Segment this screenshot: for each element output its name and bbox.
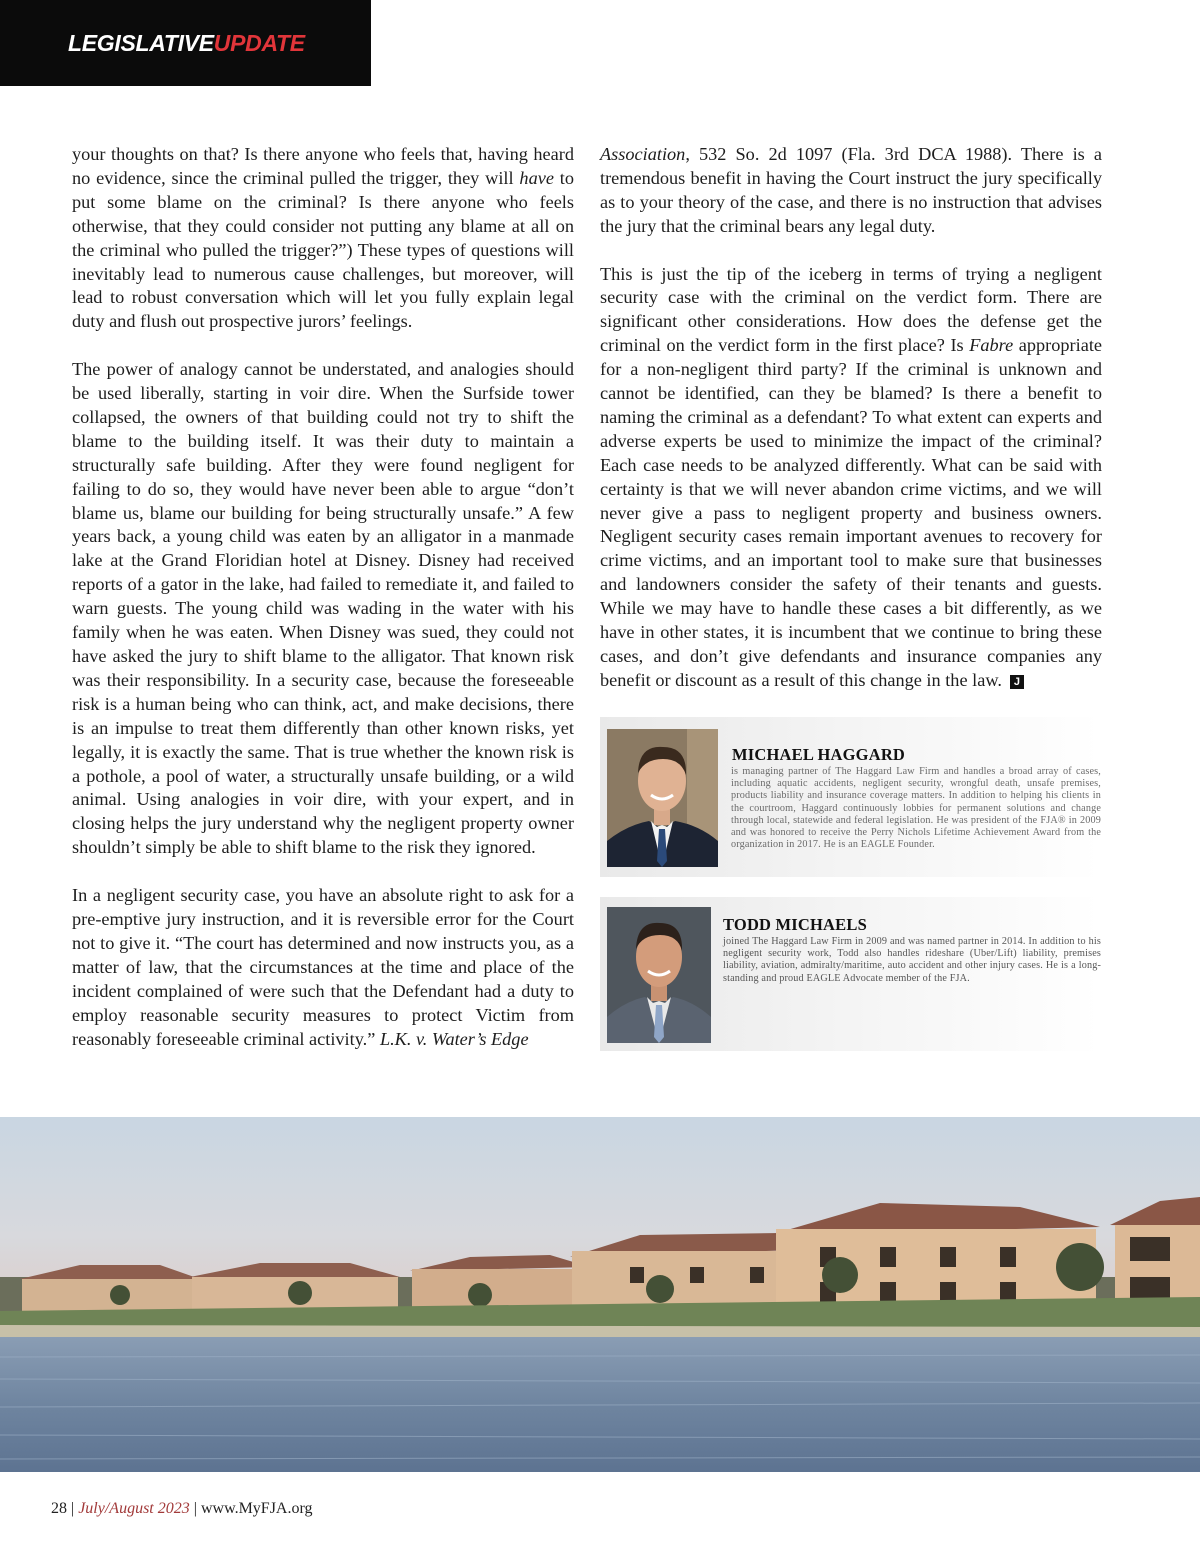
author-name: MICHAEL HAGGARD (732, 745, 906, 764)
lakeside-buildings-photo (0, 1117, 1200, 1472)
article-paragraph (600, 263, 1102, 693)
case-citation: L.K. v. Water’s Edge (379, 1028, 529, 1049)
emphasis-text: Fabre (969, 335, 1014, 356)
author-bio-box (600, 717, 1100, 877)
website-link[interactable]: www.MyFJA.org (200, 1500, 313, 1517)
article-paragraph (72, 884, 574, 1051)
article-left-column (72, 143, 574, 1051)
text-run: In a negligent security case, you have an absolute right to ask for a pre-emptive jury instruction, and it is reversible error for the Court not to give it. “The court has determined and now instructs you, as a matter of law, that the circumstances at the time and place of the incident complained of were such that the Defendant had a duty to employ reasonable security measures to protect Victim from reasonably foreseeable criminal activity.” (72, 885, 574, 1049)
footer-separator: | (71, 1500, 75, 1517)
text-run: This is just the tip of the iceberg in terms of trying a negligent security case with the criminal on the verdict form. There are significant other considerations. How does the defense get the criminal on the verdict form in the first place? Is (600, 263, 1102, 356)
section-header-tab (0, 0, 371, 86)
page-number: 28 (51, 1500, 67, 1517)
text-run: your thoughts on that? Is there anyone who feels that, having heard no evidence, since the criminal pulled the trigger, they will (72, 144, 574, 188)
portrait-illustration (607, 907, 711, 1043)
author-bio-text: joined The Haggard Law Firm in 2009 and was named partner in 2014. In addition to his negligent security work, Todd also handles rideshare (Uber/Lift) liability, premises liability, aviation, admiralty/maritime, auto accident and other injury cases. He is a long-standing and proud EAGLE Advocate member of the FJA. (723, 936, 1101, 984)
article-paragraph (72, 143, 574, 334)
text-run: , 532 So. 2d 1097 (Fla. 3rd DCA 1988). There is a tremendous benefit in having the Court instruct the jury specifically as to your theory of the case, and there is no instruction that advises the jury that the criminal bears any legal duty. (600, 144, 1102, 236)
photo-illustration (0, 1117, 1200, 1472)
author-portrait (607, 907, 711, 1043)
portrait-illustration (607, 729, 718, 867)
section-title-part1: LEGISLATIVE (68, 30, 214, 56)
author-name: TODD MICHAELS (723, 915, 867, 934)
author-portrait (607, 729, 718, 867)
author-bio-box (600, 897, 1100, 1051)
footer-separator: | (193, 1500, 197, 1517)
text-run: appropriate for a non-negligent third party? If the criminal is unknown and cannot be identified, can they be blamed? Is there a benefit to naming the criminal as a defendant? To what extent can experts and adverse experts be used to minimize the impact of the criminal? Each case needs to be analyzed differently. What can be said with certainty is that we will never abandon crime victims, and we will never give a pass to negligent property and business owners. Negligent security cases remain important avenues to recovery for crime victims, and an important tool to make sure that businesses and landowners consider the safety of their tenants and guests. While we may have to handle these cases a bit differently, as we have in other states, it is incumbent that we continue to bring these cases, and don’t give defendants and insurance companies any benefit or discount as a result of this change in the law. (600, 335, 1103, 690)
issue-date: July/August 2023 (78, 1500, 190, 1517)
page-footer (51, 1500, 313, 1518)
section-title (68, 30, 305, 57)
case-citation: Association (600, 144, 686, 164)
text-run: to put some blame on the criminal? Is there anyone who feels otherwise, that they could consider not putting any blame at all on the criminal who pulled the trigger?”) These types of questions will inevitably lead to numerous cause challenges, but moreover, will lead to robust conversation which will let you fully explain legal duty and flush out prospective jurors’ feelings. (72, 167, 574, 332)
article-right-column (600, 143, 1102, 693)
article-paragraph: The power of analogy cannot be understated, and analogies should be used liberally, starting in voir dire. When the Surfside tower collapsed, the owners of that building could not try to shift the blame to the building itself. It was their duty to maintain a structurally safe building. After they were found negligent for failing to do so, they would have never been able to argue “don’t blame us, blame our building for being structurally unsafe.” A few years back, a young child was eaten by an alligator in a manmade lake at the Grand Floridian hotel at Disney. Disney had received reports of a gator in the lake, had failed to remediate it, and failed to warn guests. The young child was wading in the water with his family when he was eaten. When Disney was sued, they could not have asked the jury to shift blame to the alligator. That known risk was their responsibility. In a security case, because the foreseeable risk is a human being who can think, act, and make decisions, there is an impulse to treat them differently than other known risks, yet legally, it is exactly the same. That is true whether the known risk is a pothole, a pool of water, a structurally unsafe building, or a wild animal. Using analogies in voir dire, with your expert, and in closing helps the jury understand why the negligent property owner shouldn’t simply be able to shift blame to the risk they ignored. (72, 359, 574, 858)
article-paragraph (600, 143, 1102, 239)
emphasis-text: have (519, 167, 554, 188)
end-of-article-mark: J (1010, 675, 1024, 689)
section-title-part2: UPDATE (213, 30, 305, 56)
author-bio-text: is managing partner of The Haggard Law Firm and handles a broad array of cases, including aquatic accidents, negligent security, wrongful death, unsafe premises, products liability and insurance coverage matters. In addition to helping his clients in the courtroom, Haggard continuously lobbies for permanent solutions and change through local, statewide and federal legislation. He was president of the FJA® in 2009 and was honored to receive the Perry Nichols Lifetime Achievement Award from the organization in 2017. He is an EAGLE Founder. (731, 766, 1101, 851)
